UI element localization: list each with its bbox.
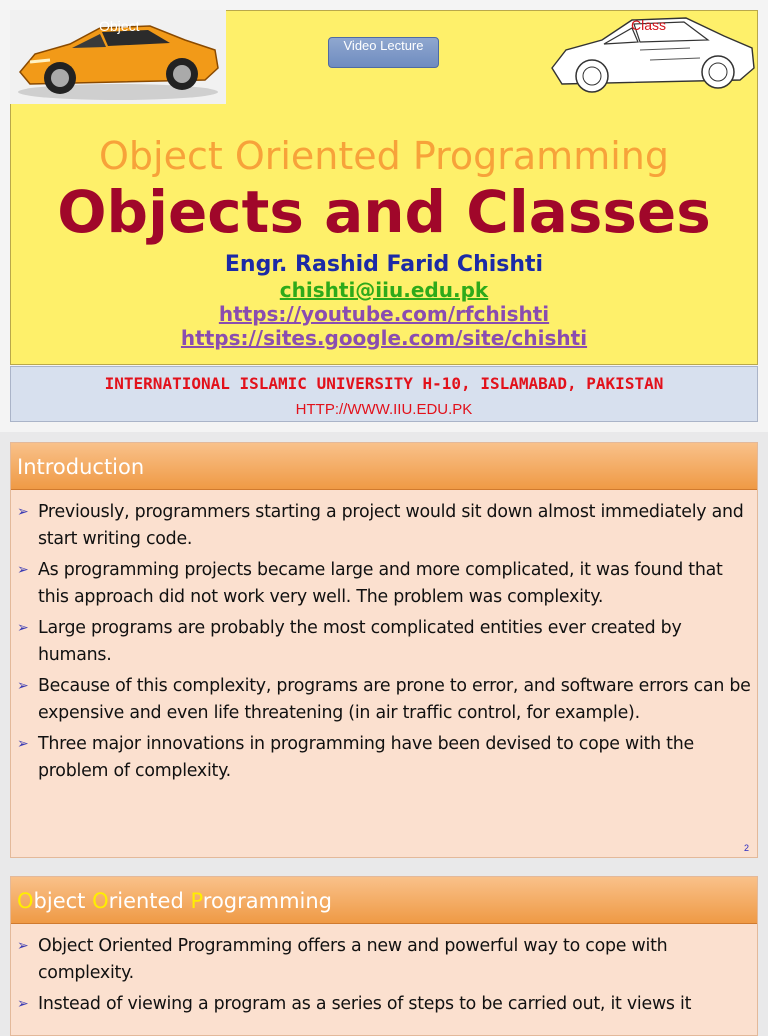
title-initial: P <box>190 889 203 913</box>
object-label: Object <box>99 18 140 34</box>
list-item <box>17 991 757 1018</box>
slide-header <box>11 443 757 490</box>
title-word: bject <box>33 889 93 913</box>
google-sites-link[interactable]: https://sites.google.com/site/chishti <box>180 326 588 350</box>
bullet-text: Three major innovations in programming have been devised to cope with the problem of complexity. <box>38 734 694 781</box>
slide-header <box>11 877 757 924</box>
bullet-text: Instead of viewing a program as a series of steps to be carried out, it views it <box>38 994 692 1014</box>
bullet-text: Large programs are probably the most complicated entities ever created by humans. <box>38 618 682 665</box>
author-name: Engr. Rashid Farid Chishti <box>224 252 544 277</box>
object-car-image <box>10 10 226 104</box>
oop-slide <box>10 876 758 1036</box>
title-initial: O <box>17 889 34 913</box>
title-initial: O <box>92 889 109 913</box>
slide-title <box>17 889 332 913</box>
arrow-bullet-icon: ➢ <box>17 620 29 636</box>
email-link[interactable]: chishti@iiu.edu.pk <box>279 278 489 302</box>
list-item <box>17 673 757 727</box>
title-word: rogramming <box>202 889 333 913</box>
arrow-bullet-icon: ➢ <box>17 562 29 578</box>
lecture-title: Objects and Classes <box>57 178 711 246</box>
title-slide <box>0 0 768 432</box>
bullet-text: Object Oriented Programming offers a new and powerful way to cope with complexity. <box>38 936 668 983</box>
arrow-bullet-icon: ➢ <box>17 678 29 694</box>
arrow-bullet-icon: ➢ <box>17 938 29 954</box>
list-item <box>17 557 757 611</box>
arrow-bullet-icon: ➢ <box>17 996 29 1012</box>
class-label: Class <box>631 17 667 33</box>
bullet-text: As programming projects became large and more complicated, it was found that this approach did not work very well. The problem was complexity. <box>38 560 723 607</box>
title-word: riented <box>108 889 191 913</box>
class-car-sketch <box>540 10 758 104</box>
list-item <box>17 615 757 669</box>
course-subtitle: Object Oriented Programming <box>99 134 669 178</box>
arrow-bullet-icon: ➢ <box>17 736 29 752</box>
page-number: 2 <box>743 843 749 853</box>
university-url[interactable]: HTTP://WWW.IIU.EDU.PK <box>295 401 473 418</box>
bullet-text: Because of this complexity, programs are prone to error, and software errors can be expensive and even life threatening (in air traffic control, for example). <box>38 676 751 723</box>
list-item <box>17 933 757 987</box>
list-item <box>17 731 757 785</box>
introduction-slide <box>10 442 758 858</box>
youtube-link[interactable]: https://youtube.com/rfchishti <box>218 302 550 326</box>
bullet-list <box>17 933 757 1022</box>
slide-title: Introduction <box>17 455 145 479</box>
arrow-bullet-icon: ➢ <box>17 504 29 520</box>
video-lecture-button[interactable]: Video Lecture <box>328 37 439 68</box>
university-name: INTERNATIONAL ISLAMIC UNIVERSITY H-10, ISLAMABAD, PAKISTAN <box>104 374 664 393</box>
bullet-list <box>17 499 757 789</box>
list-item <box>17 499 757 553</box>
bullet-text: Previously, programmers starting a project would sit down almost immediately and start writing code. <box>38 502 744 549</box>
